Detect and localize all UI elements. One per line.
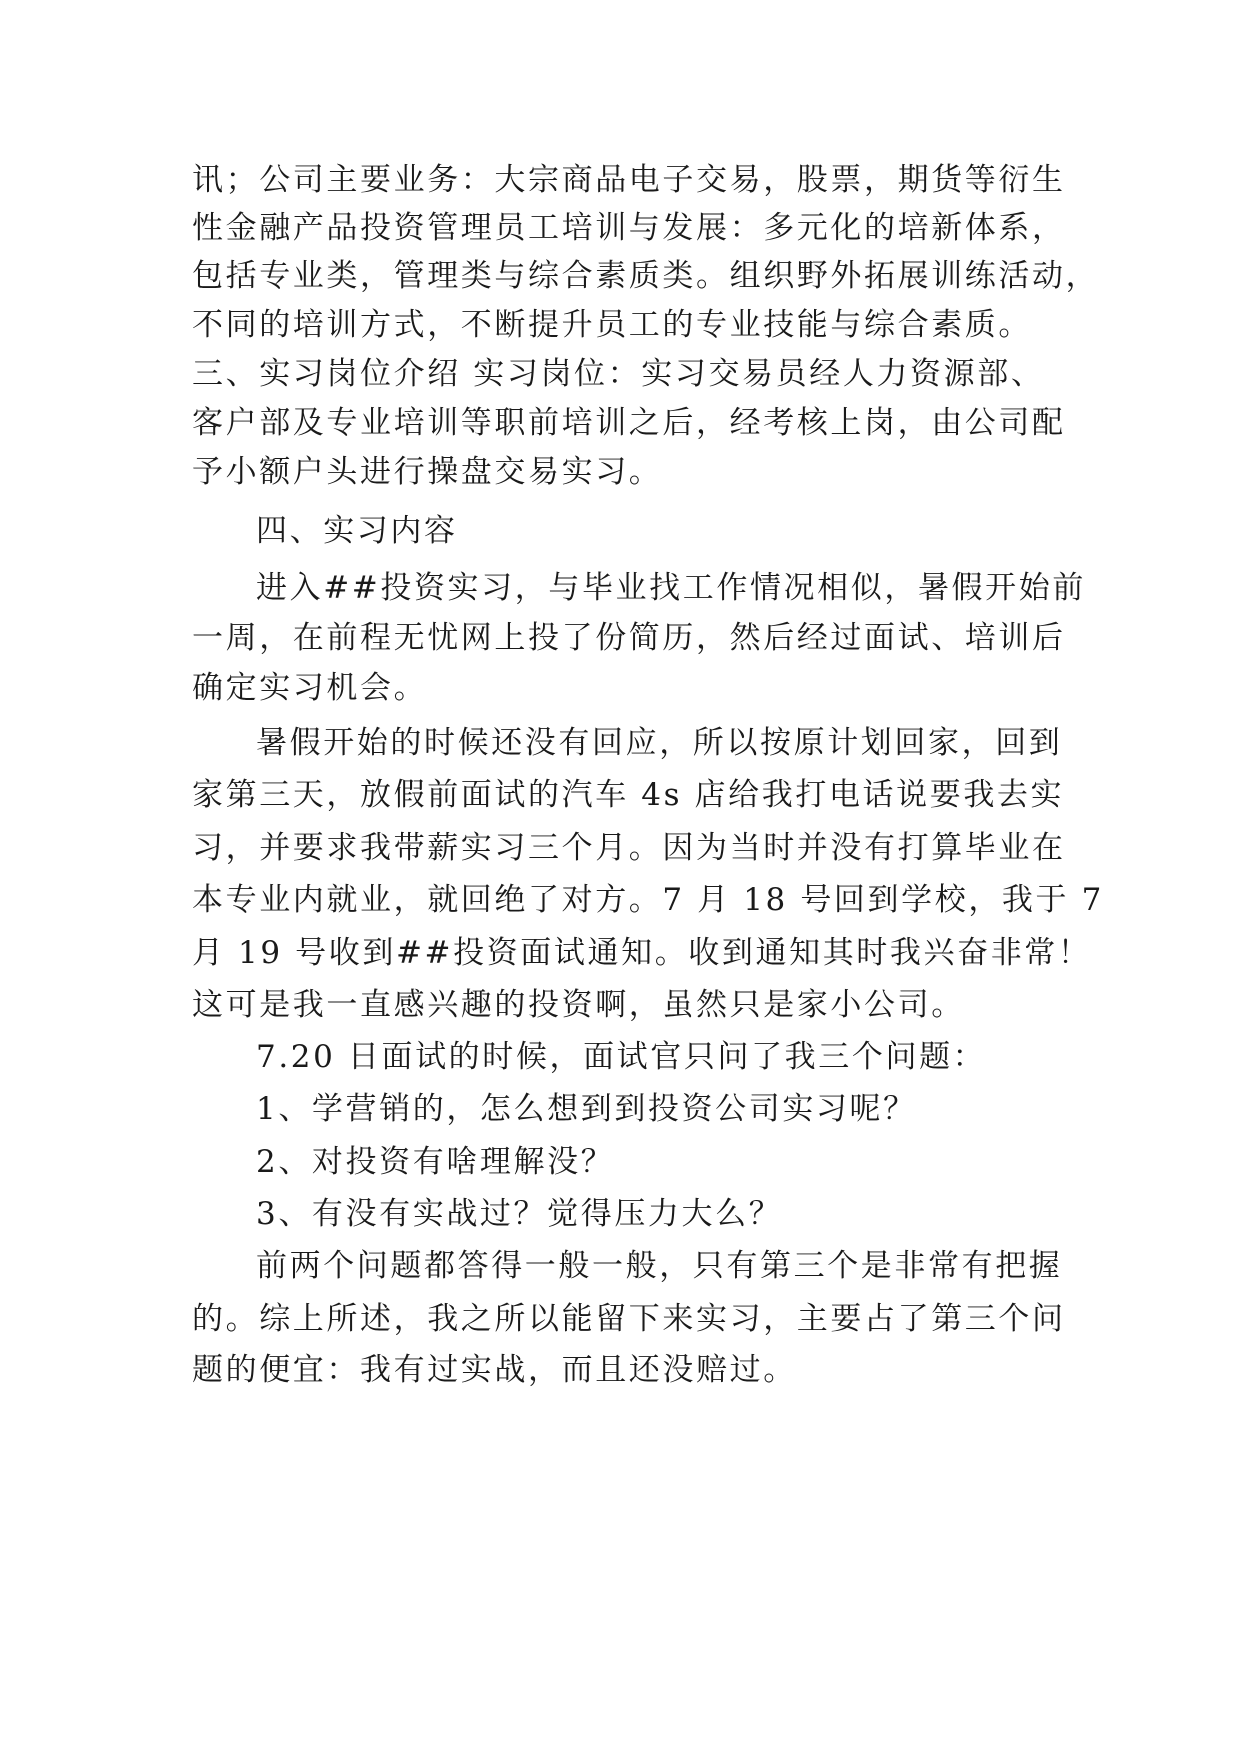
text-line: 题的便宜：我有过实战，而且还没赔过。 bbox=[192, 1352, 797, 1388]
text-line: 暑假开始的时候还没有回应，所以按原计划回家，回到 bbox=[256, 725, 1063, 761]
text-line: 确定实习机会。 bbox=[192, 670, 428, 706]
list-item: 1、学营销的，怎么想到到投资公司实习呢？ bbox=[256, 1091, 917, 1127]
text-line: 本专业内就业，就回绝了对方。7 月 18 号回到学校，我于 7 bbox=[192, 882, 1104, 918]
text-line: 习，并要求我带薪实习三个月。因为当时并没有打算毕业在 bbox=[192, 830, 1066, 866]
text-line: 的。综上所述，我之所以能留下来实习，主要占了第三个问 bbox=[192, 1301, 1066, 1337]
text-line: 进入##投资实习，与毕业找工作情况相似，暑假开始前 bbox=[256, 570, 1086, 606]
text-line: 一周，在前程无忧网上投了份简历，然后经过面试、培训后 bbox=[192, 620, 1066, 656]
section-heading: 四、实习内容 bbox=[256, 513, 458, 549]
text-line: 前两个问题都答得一般一般，只有第三个是非常有把握 bbox=[256, 1248, 1063, 1284]
text-line: 三、实习岗位介绍 实习岗位：实习交易员经人力资源部、 bbox=[192, 356, 1045, 392]
text-line: 予小额户头进行操盘交易实习。 bbox=[192, 454, 663, 490]
text-line: 7.20 日面试的时候，面试官只问了我三个问题： bbox=[256, 1039, 987, 1075]
text-line: 包括专业类，管理类与综合素质类。组织野外拓展训练活动， bbox=[192, 258, 1100, 294]
list-item: 2、对投资有啥理解没？ bbox=[256, 1144, 615, 1180]
text-line: 家第三天，放假前面试的汽车 4s 店给我打电话说要我去实 bbox=[192, 777, 1065, 813]
list-item: 3、有没有实战过？觉得压力大么？ bbox=[256, 1196, 783, 1232]
text-line: 月 19 号收到##投资面试通知。收到通知其时我兴奋非常！ bbox=[192, 935, 1092, 971]
text-line: 客户部及专业培训等职前培训之后，经考核上岗，由公司配 bbox=[192, 405, 1066, 441]
text-line: 不同的培训方式，不断提升员工的专业技能与综合素质。 bbox=[192, 307, 1032, 343]
text-line: 讯；公司主要业务：大宗商品电子交易，股票，期货等衍生 bbox=[192, 162, 1066, 198]
text-line: 这可是我一直感兴趣的投资啊，虽然只是家小公司。 bbox=[192, 987, 965, 1023]
text-line: 性金融产品投资管理员工培训与发展：多元化的培新体系， bbox=[192, 210, 1066, 246]
